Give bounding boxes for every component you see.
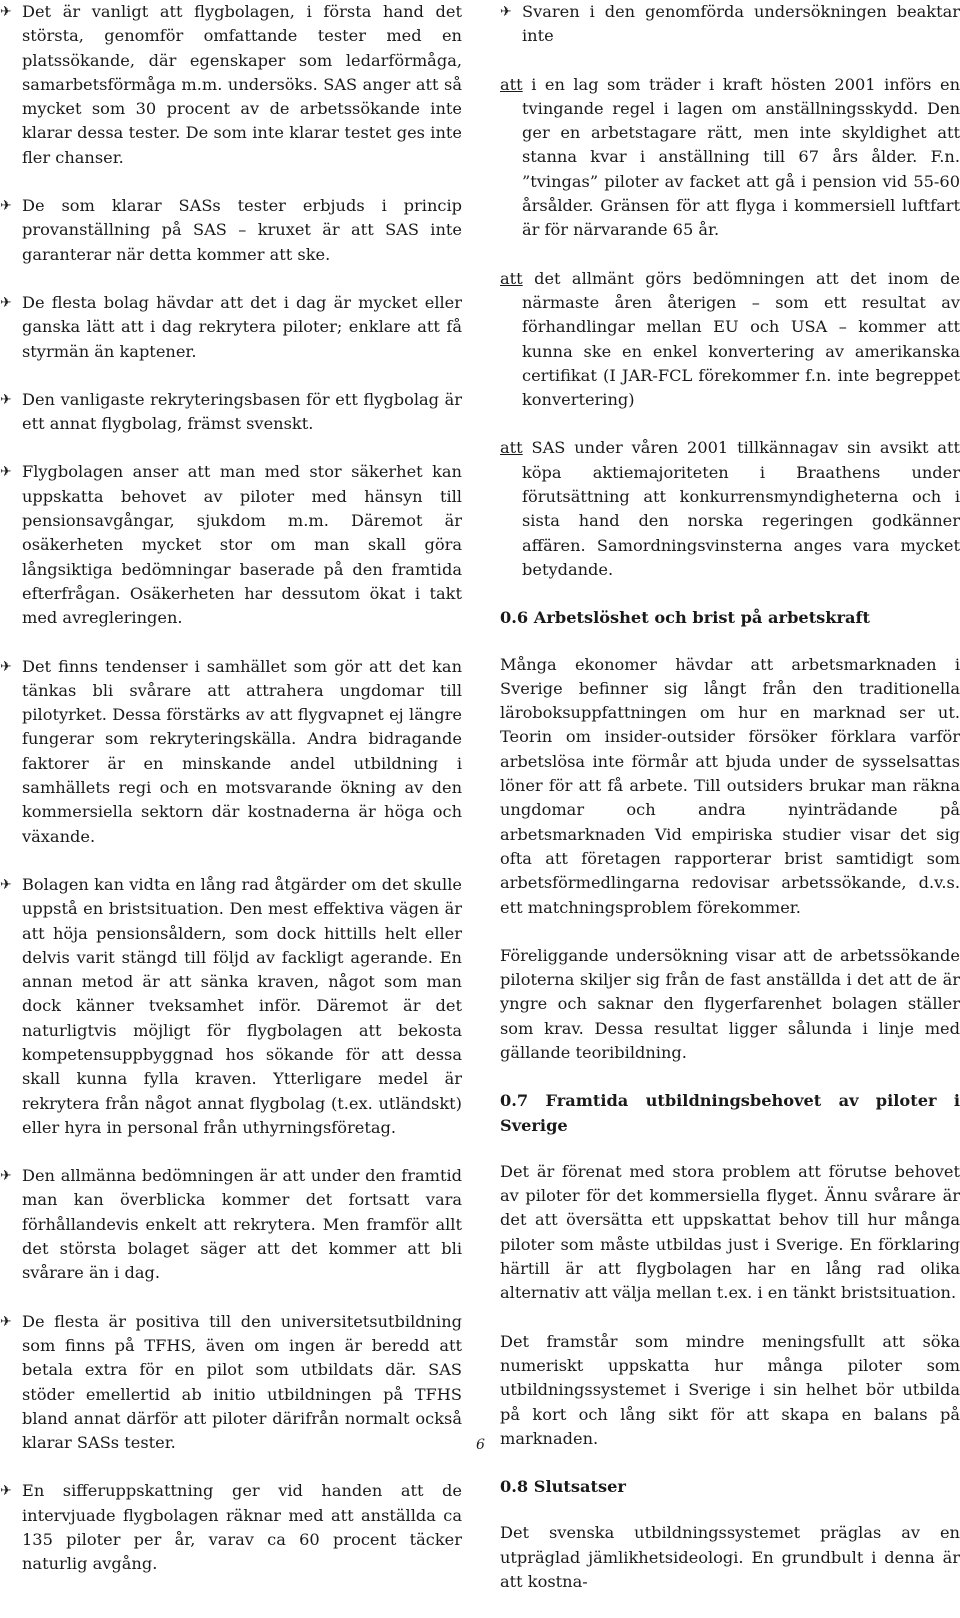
bullet-item: ✈ De som klarar SASs tester erbjuds i princip provanställning på SAS – kruxet är att SAS inte garanterar när detta kommer att ske. [0, 196, 462, 264]
airplane-icon: ✈ [0, 198, 12, 215]
section-heading: 0.7 Framtida utbildningsbehovet av piloter i Sverige [500, 1091, 960, 1135]
airplane-icon: ✈ [500, 4, 512, 20]
bullet-item: ✈ En sifferuppskattning ger vid handen att de intervjuade flygbolagen räknar med att anställda ca 135 piloter per år, varav ca 60 procent täcker naturlig avgång. [0, 1481, 462, 1574]
airplane-icon: ✈ [0, 876, 12, 893]
paragraph: Föreliggande undersökning visar att de arbetssökande piloterna skiljer sig från de fast anställda i det att de är yngre och saknar den flygerfarenhet bolagen ställer som krav. Dessa resultat ligger sålunda i linje med gällande teoribildning. [500, 945, 960, 1062]
airplane-icon: ✈ [0, 1313, 12, 1330]
att-label: att [500, 268, 523, 288]
airplane-icon: ✈ [0, 1483, 12, 1500]
att-item: att det allmänt görs bedömningen att det inom de närmaste åren återigen – som ett resultat av förhandlingar mellan EU och USA – kommer att kunna ske en enkel konvertering av amerikanska certifikat (I JAR-FCL förekommer f.n. inte begreppet konvertering) [500, 268, 960, 410]
bullet-item: ✈ Den allmänna bedömningen är att under den framtid man kan överblicka kommer det fortsatt vara förhållandevis enkelt att rekrytera. Men framför allt det största bolaget säger att det kommer att bli svårare än i dag. [0, 1166, 462, 1283]
bullet-item: ✈ Svaren i den genomförda undersökningen beaktar inte [500, 2, 960, 46]
airplane-icon: ✈ [0, 464, 12, 481]
airplane-icon: ✈ [0, 391, 12, 408]
bullet-item: ✈ Det finns tendenser i samhället som gör att det kan tänkas bli svårare att attrahera ungdomar till pilotyrket. Dessa förstärks av att flygvapnet ej längre fungerar som rekryteringskälla. Andra bidragande faktorer är en minskande andel utbildning i samhällets regi och en motsvarande ökning av den kommersiella sektorn där kostnaderna är höga och växande. [0, 656, 462, 846]
page-number: 6 [476, 1437, 485, 1453]
bullet-item: ✈ De flesta är positiva till den universitetsutbildning som finns på TFHS, även om ingen är beredd att betala extra för en pilot som utbildats där. SAS stöder emellertid ab initio utbildningen på TFHS bland annat därför att piloter därifrån normalt också klarar SASs tester. [0, 1311, 462, 1453]
paragraph: Det framstår som mindre meningsfullt att söka numeriskt uppskatta hur många piloter som utbildningssystemet i Sverige i sin helhet bör utbilda på kort och lång sikt för att skapa en balans på marknaden. [500, 1331, 960, 1448]
section-heading: 0.8 Slutsatser [500, 1477, 626, 1497]
bullet-item: ✈ Den vanligaste rekryteringsbasen för ett flygbolag är ett annat flygbolag, främst svenskt. [0, 389, 462, 434]
airplane-icon: ✈ [0, 1168, 12, 1185]
airplane-icon: ✈ [0, 294, 12, 311]
section-heading: 0.6 Arbetslöshet och brist på arbetskraft [500, 608, 870, 628]
att-label: att [500, 74, 523, 94]
att-label: att [500, 438, 523, 458]
bullet-item: ✈ Flygbolagen anser att man med stor säkerhet kan uppskatta behovet av piloter med hänsyn till pensionsavgångar, sjukdom m.m. Däremot är osäkerheten mycket stor om man skall göra långsiktiga bedömningar baserade på den framtida efterfrågan. Osäkerheten har dessutom ökat i takt med avregleringen. [0, 462, 462, 628]
left-column [0, 0, 462, 1601]
airplane-icon: ✈ [0, 658, 12, 675]
paragraph: Det svenska utbildningssystemet präglas av en utpräglad jämlikhetsideologi. En grundbult i denna är att kostna- [500, 1523, 960, 1592]
att-item: att i en lag som träder i kraft hösten 2001 införs en tvingande regel i lagen om anställningsskydd. Den ger en arbetstagare rätt, men inte skyldighet att stanna kvar i anställning till 67 års ålder. F.n. ”tvingas” piloter av facket att gå i pension vid 55-60 årsålder. Gränsen för att flyga i kommersiell luftfart är för närvarande 65 år. [500, 74, 960, 240]
att-item: att SAS under våren 2001 tillkännagav sin avsikt att köpa aktiemajoriteten i Braathens under förutsättning att konkurrensmyndigheterna och i sista hand den norska regeringen godkänner affären. Samordningsvinsterna anges vara mycket betydande. [500, 438, 960, 579]
bullet-item: ✈ De flesta bolag hävdar att det i dag är mycket eller ganska lätt att i dag rekrytera piloter; enklare att få styrmän än kaptener. [0, 292, 462, 361]
bullet-item: ✈ Det är vanligt att flygbolagen, i första hand det största, genomför omfattande tester med en platssökande, där egenskaper som ledarförmåga, samarbetsförmåga m.m. undersöks. SAS anger att så mycket som 30 procent av de arbetssökande inte klarar dessa tester. De som inte klarar testet ges inte fler chanser. [0, 2, 462, 167]
airplane-icon: ✈ [0, 4, 12, 20]
right-column [500, 0, 960, 1618]
bullet-item: ✈ Bolagen kan vidta en lång rad åtgärder om det skulle uppstå en bristsituation. Den mest effektiva vägen är att höja pensionsåldern, som dock hittills helt eller delvis varit stängd till följd av fackligt agerande. En annan metod är att sänka kraven, något som man dock känner tveksamhet inför. Däremot är det naturligtvis möjligt för flygbolagen att bekosta kompetensuppbyggnad hos sökande för att dessa skall kunna fylla kraven. Ytterligare medel är rekrytera från något annat flygbolag (t.ex. utländskt) eller hyra in personal från uthyrningsföretag. [0, 874, 462, 1137]
paragraph: Det är förenat med stora problem att förutse behovet av piloter för det kommersiella flyget. Ännu svårare är det att översätta ett uppskattat behov till hur många piloter som måste utbildas just i Sverige. En förklaring härtill är att flygbolagen har en lång rad olika alternativ att välja mellan t.ex. i en tänkt bristsituation. [500, 1161, 960, 1303]
paragraph: Många ekonomer hävdar att arbetsmarknaden i Sverige befinner sig långt från den traditionella läroboksuppfattningen om hur en marknad ser ut. Teorin om insider-outsider försöker förklara varför arbetslösa inte förmår att bjuda under de sysselsattas löner för att få arbete. Till outsiders brukar man räkna ungdomar och andra nyinträdande på arbetsmarknaden Vid empiriska studier visar det sig ofta att företagen rapporterar brist samtidigt som arbetsförmedlingarna redovisar arbetssökande, d.v.s. ett matchningsproblem förekommer. [500, 654, 960, 917]
